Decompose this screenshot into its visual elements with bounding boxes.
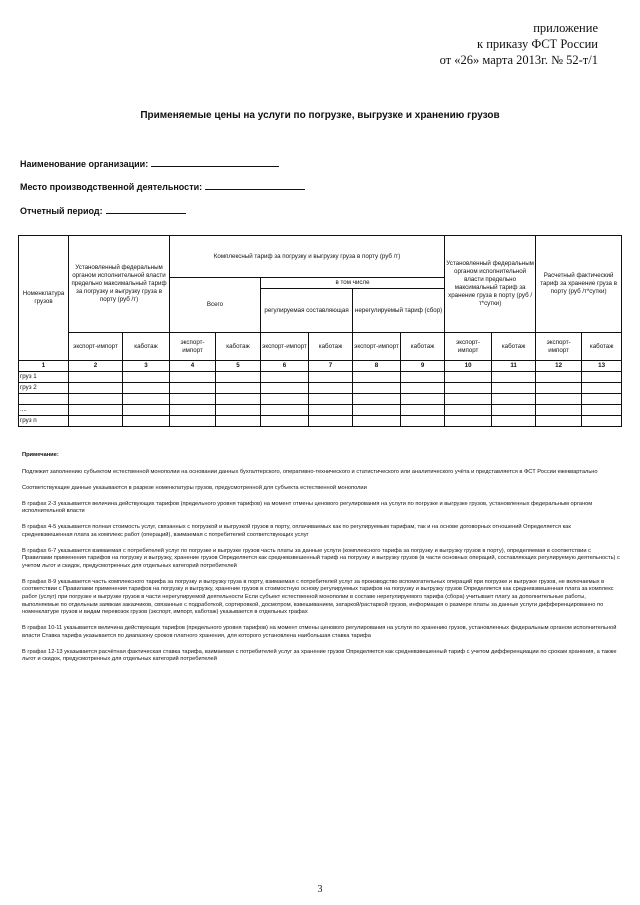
column-number: 8 (353, 361, 401, 372)
sub-export-import: экспорт-импорт (445, 333, 492, 361)
column-number: 2 (69, 361, 123, 372)
reporting-period-blank (106, 204, 186, 214)
cargo-name-cell: груз 1 (19, 372, 69, 383)
sub-cabotage: каботаж (216, 333, 261, 361)
table-row (19, 383, 622, 394)
organization-name-field (20, 157, 279, 169)
sub-cabotage: каботаж (123, 333, 170, 361)
note-paragraph: Подлежит заполнению субъектом естественной монополии на основании данных бухгалтерского, оперативно-технического и статистического или аналитического учёта и представляется в ФСТ России ежеквартально (22, 468, 598, 475)
organization-name-label: Наименование организации: (20, 159, 149, 169)
note-paragraph: В графах 12-13 указывается расчётная фактическая ставка тарифа, взимаемая с потребителей услуг за хранение грузов Определяется как средневзвешенный тариф с учетом дифференциации по срокам хранения, а также льгот и скидок, предусмотренных для отдельных категорий потребителей (22, 648, 617, 663)
column-number: 13 (582, 361, 622, 372)
header-unregulated: нерегулируемый тариф (сбор) (354, 306, 443, 314)
order-label: к приказу ФСТ России (477, 37, 598, 51)
note-paragraph: В графах 2-3 указывается величина действующих тарифов (предельного уровня тарифов) на момент отмены ценового регулирования на услуги по погрузке и выгрузке грузов, установленных федеральным органом исполнительной власти (22, 500, 593, 515)
note-paragraph: Соответствующие данные указываются в разрезе номенклатуры грузов, предусмотренной для субъекта естественной монополии (22, 484, 367, 491)
table-row (19, 405, 622, 416)
column-number: 9 (401, 361, 445, 372)
header-complex-tariff: Комплексный тариф за погрузку и выгрузку груза в порту (руб /т) (170, 236, 445, 278)
reporting-period-label: Отчетный период: (20, 206, 103, 216)
sub-cabotage: каботаж (492, 333, 536, 361)
cargo-name-cell (19, 394, 69, 405)
column-number: 5 (216, 361, 261, 372)
document-title: Применяемые цены на услуги по погрузке, выгрузке и хранению грузов (140, 110, 500, 121)
column-number: 7 (309, 361, 353, 372)
note-paragraph: В графах 10-11 указывается величина действующих тарифов (предельного уровня тарифов) на момент отмены ценового регулирования на услуги по хранению грузов, установленных федеральным органом исполнительной власти Ставка тарифа указывается по диапазону сроков платного хранения, для которого установлена наибольшая ставка тарифа (22, 625, 617, 639)
notes-title: Примечание: (22, 452, 59, 458)
note-paragraph: В графах 4-5 указывается полная стоимость услуг, связанных с погрузкой и выгрузкой грузов в порту, оплачиваемых как по регулируемым тарифам, так и на основе договорных отношений Определяется как средневзвешенная плата за комплекс работ (операций), взимаемая с потребителей соответствующих услуг (22, 524, 571, 538)
production-place-field (20, 180, 305, 192)
production-place-blank (205, 180, 305, 190)
cargo-name-cell: груз 2 (19, 383, 69, 394)
cargo-name-cell: груз n (19, 416, 69, 427)
column-number: 6 (261, 361, 309, 372)
header-regulated: регулируемая составляющая (261, 289, 353, 332)
header-including: в том числе (261, 278, 444, 289)
sub-export-import: экспорт-импорт (69, 333, 123, 361)
note-paragraph: В графах 8-9 указывается часть комплексного тарифа за погрузку и выгрузку груза в порту, взимаемая с потребителей услуг за производство вспомогательных операций при погрузке и выгрузке грузов, не включаемых в соответствии с Правилами применения тарифов на погрузку и выгрузку, хранение грузов в стоимостную основу регулируемых тарифов на погрузку и выгрузку грузов Определяется как средневзвешенная плата за комплекс работ (услуг) при погрузке и выгрузке грузов в части нерегулируемой деятельности Если субъект естественной монополии в составе нерегулируемого тарифа (сбора) учитывает плату за дополнительные работы, выполняемые по отдельным заявкам заказчиков, связанные с подработкой, сортировкой, досмотром, взвешиванием, затаркой/растаркой грузов, информация о размере платы за данные услуги дифференцированно по номенклатуре грузов и видам перевозок грузов (экспорт, импорт, каботаж) указывается в отдельных графах (22, 578, 614, 616)
reporting-period-field (20, 204, 186, 216)
header-total: Всего (170, 278, 261, 333)
sub-export-import: экспорт-импорт (170, 333, 216, 361)
header-storage-actual-tariff: Расчетный фактический тариф за хранение груза в порту (руб /т*сутки) (536, 236, 622, 333)
table-row (19, 394, 622, 405)
page-number: 3 (317, 884, 323, 895)
order-reference-header (398, 20, 598, 68)
order-date-number: от «26» марта 2013г. № 52-т/1 (439, 53, 598, 67)
column-number: 12 (536, 361, 582, 372)
sub-cabotage: каботаж (401, 333, 445, 361)
tariff-table (18, 235, 622, 427)
appendix-label: приложение (533, 21, 598, 35)
organization-name-blank (151, 157, 279, 167)
note-paragraph: В графах 6-7 указывается взимаемая с потребителей услуг по погрузке и выгрузке грузов часть платы за данные услуги (комплексного тарифа за погрузку и выгрузку грузов в порту), определяемая в соответствии с Правилами применения тарифов на погрузку и выгрузку, хранение грузов Определяется как средневзвешенный тариф на погрузку и выгрузку грузов (в части основных операций, составляющих регулируемую деятельность) с учетом льгот и скидок, предусмотренных для отдельных категорий потребителей (22, 547, 620, 569)
column-number: 10 (445, 361, 492, 372)
header-max-tariff: Установленный федеральным органом исполнительной власти предельно максимальный тариф за погрузку и выгрузку груза в порту (руб /т) (69, 236, 170, 333)
header-nomenclature: Номенклатура грузов (19, 236, 69, 361)
production-place-label: Место производственной деятельности: (20, 182, 203, 192)
table-row (19, 416, 622, 427)
table-row (19, 372, 622, 383)
cargo-name-cell: .... (19, 405, 69, 416)
sub-cabotage: каботаж (582, 333, 622, 361)
column-number: 4 (170, 361, 216, 372)
column-number: 3 (123, 361, 170, 372)
notes-section (22, 452, 622, 672)
column-number: 11 (492, 361, 536, 372)
header-including-group (261, 278, 445, 333)
column-number: 1 (19, 361, 69, 372)
sub-cabotage: каботаж (309, 333, 353, 361)
sub-export-import: экспорт-импорт (353, 333, 401, 361)
header-storage-max-tariff: Установленный федеральным органом исполнительной власти предельно максимальный тариф за хранение груза в порту (руб /т*сутки) (445, 236, 536, 333)
sub-export-import: экспорт-импорт (536, 333, 582, 361)
sub-export-import: экспорт-импорт (261, 333, 309, 361)
